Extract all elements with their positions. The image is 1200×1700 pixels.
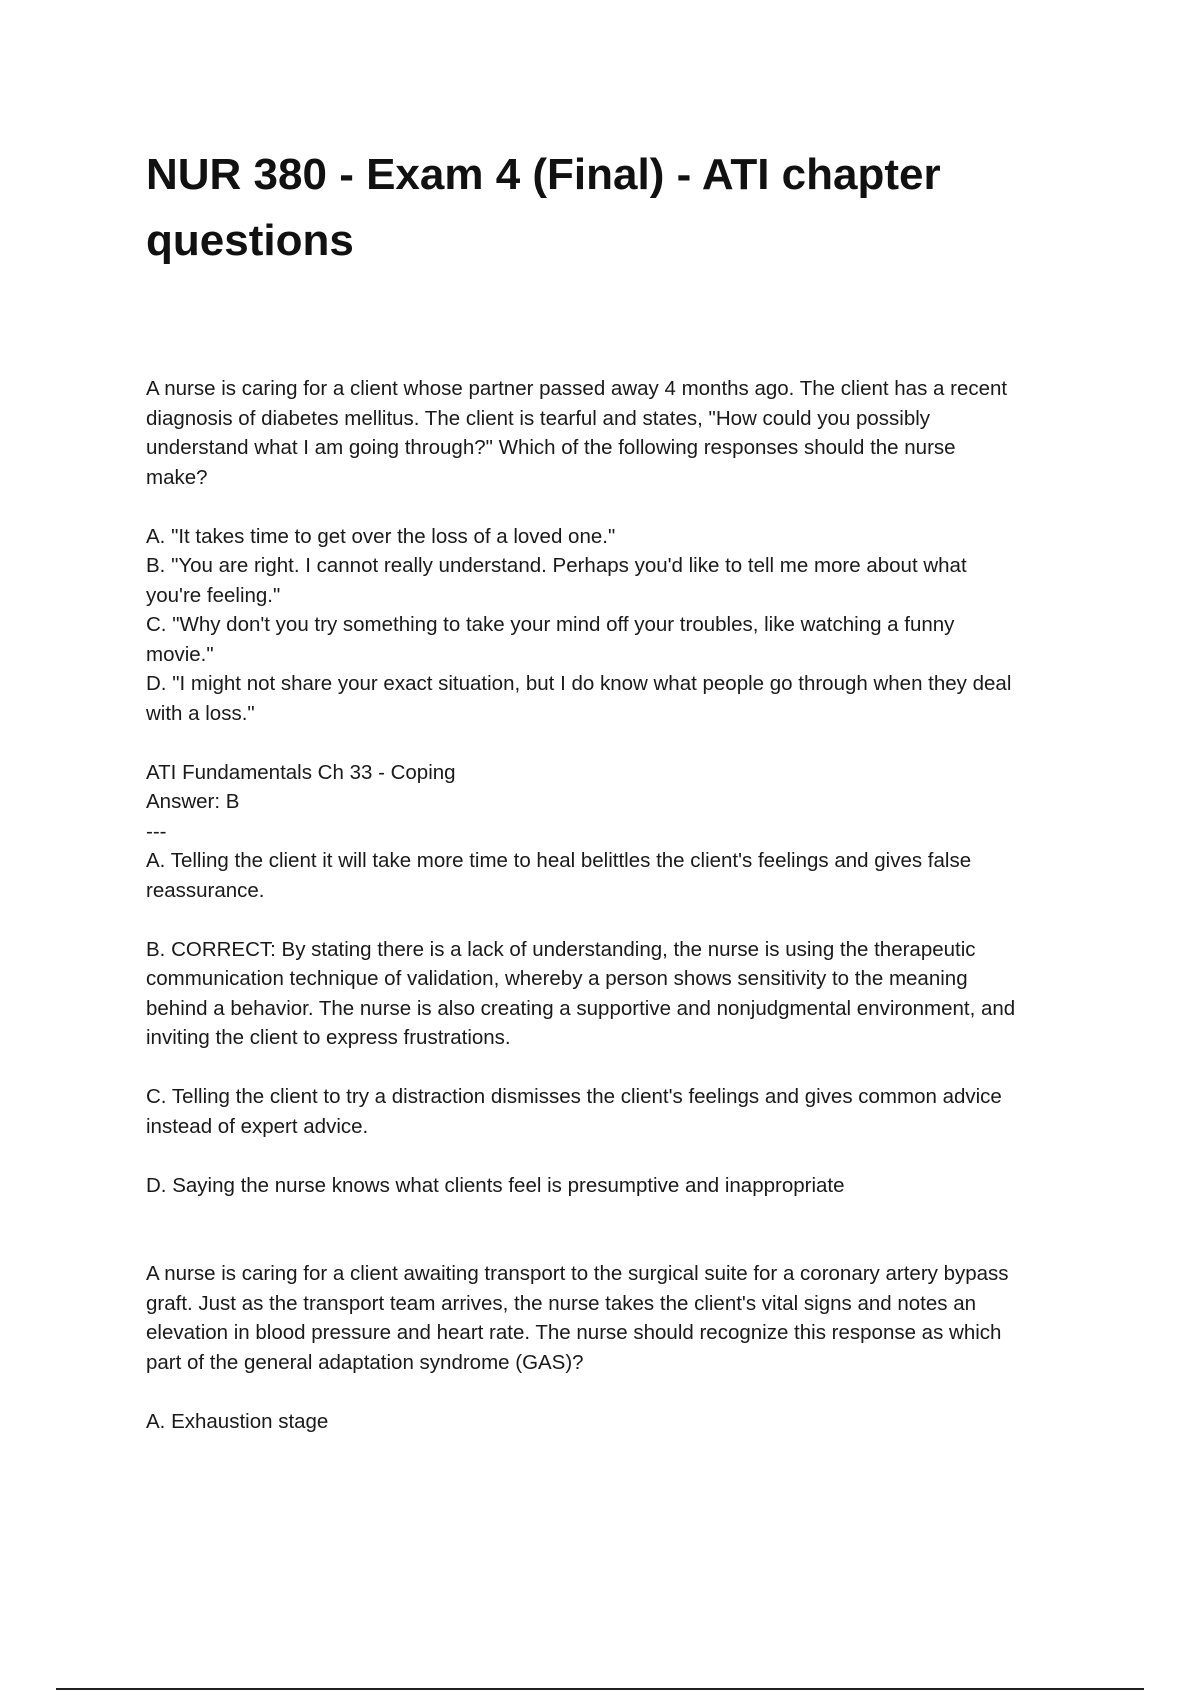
spacer [146,905,1086,935]
document-header [146,142,1086,274]
question-1-separator: --- [146,819,167,843]
rationale-b-line: B. CORRECT: By stating there is a lack of understanding, the nurse is using the therapeutic [146,937,976,961]
question-1-option-d: D. "I might not share your exact situation, but I do know what people go through when they deal [146,672,1012,695]
question-2-option-a: A. Exhaustion stage [146,1409,329,1433]
rationale-b-line: behind a behavior. The nurse is also creating a supportive and nonjudgmental environment, and [146,996,1016,1020]
rationale-c-line: C. Telling the client to try a distraction dismisses the client's feelings and gives common advice [146,1085,1002,1108]
document-title-line-2: questions [146,216,354,265]
question-1-option-a: A. "It takes time to get over the loss of a loved one." [146,524,616,548]
spacer [146,1377,1086,1407]
question-1-stem [146,374,1086,492]
question-2-stem-line: graft. Just as the transport team arrives, the nurse takes the client's vital signs and notes an [146,1291,977,1315]
document-title [146,142,1086,274]
question-1-option-c-cont: movie." [146,642,214,666]
question-2-stem-line: A nurse is caring for a client awaiting transport to the surgical suite for a coronary artery bypass [146,1262,1009,1285]
question-2-stem [146,1259,1086,1377]
rationale-d: D. Saying the nurse knows what clients feel is presumptive and inappropriate [146,1173,845,1197]
document-title-line-1: NUR 380 - Exam 4 (Final) - ATI chapter [146,150,941,199]
rationale-a-line: reassurance. [146,878,265,902]
rationale-a-line: A. Telling the client it will take more time to heal belittles the client's feelings and gives false [146,849,972,872]
question-1-source: ATI Fundamentals Ch 33 - Coping [146,760,456,784]
spacer [146,492,1086,522]
spacer [146,1141,1086,1171]
rationale-b-line: communication technique of validation, whereby a person shows sensitivity to the meaning [146,967,968,990]
question-1-stem-line: A nurse is caring for a client whose partner passed away 4 months ago. The client has a recent [146,377,1008,400]
question-1-option-d-cont: with a loss." [146,701,255,725]
document-body [146,374,1086,1436]
question-1-option-b: B. "You are right. I cannot really understand. Perhaps you'd like to tell me more about what [146,554,967,577]
question-2-stem-line: part of the general adaptation syndrome (GAS)? [146,1350,584,1374]
question-1-stem-line: diagnosis of diabetes mellitus. The client is tearful and states, "How could you possibly [146,406,931,430]
page-divider [56,1688,1144,1690]
question-2-stem-line: elevation in blood pressure and heart rate. The nurse should recognize this response as which [146,1321,1002,1344]
rationale-c-line: instead of expert advice. [146,1114,369,1138]
question-1-answer: Answer: B [146,790,240,813]
rationale-a [146,846,1086,905]
spacer [146,1200,1086,1259]
spacer [146,1053,1086,1083]
question-1-stem-line: make? [146,465,208,489]
question-1-stem-line: understand what I am going through?" Which of the following responses should the nurse [146,436,956,459]
rationale-c [146,1082,1086,1141]
rationale-b-line: inviting the client to express frustrations. [146,1026,511,1049]
question-1-option-b-cont: you're feeling." [146,583,281,607]
rationale-b [146,935,1086,1053]
question-1-options [146,522,1086,729]
spacer [146,728,1086,758]
question-1-option-c: C. "Why don't you try something to take your mind off your troubles, like watching a funny [146,613,955,636]
